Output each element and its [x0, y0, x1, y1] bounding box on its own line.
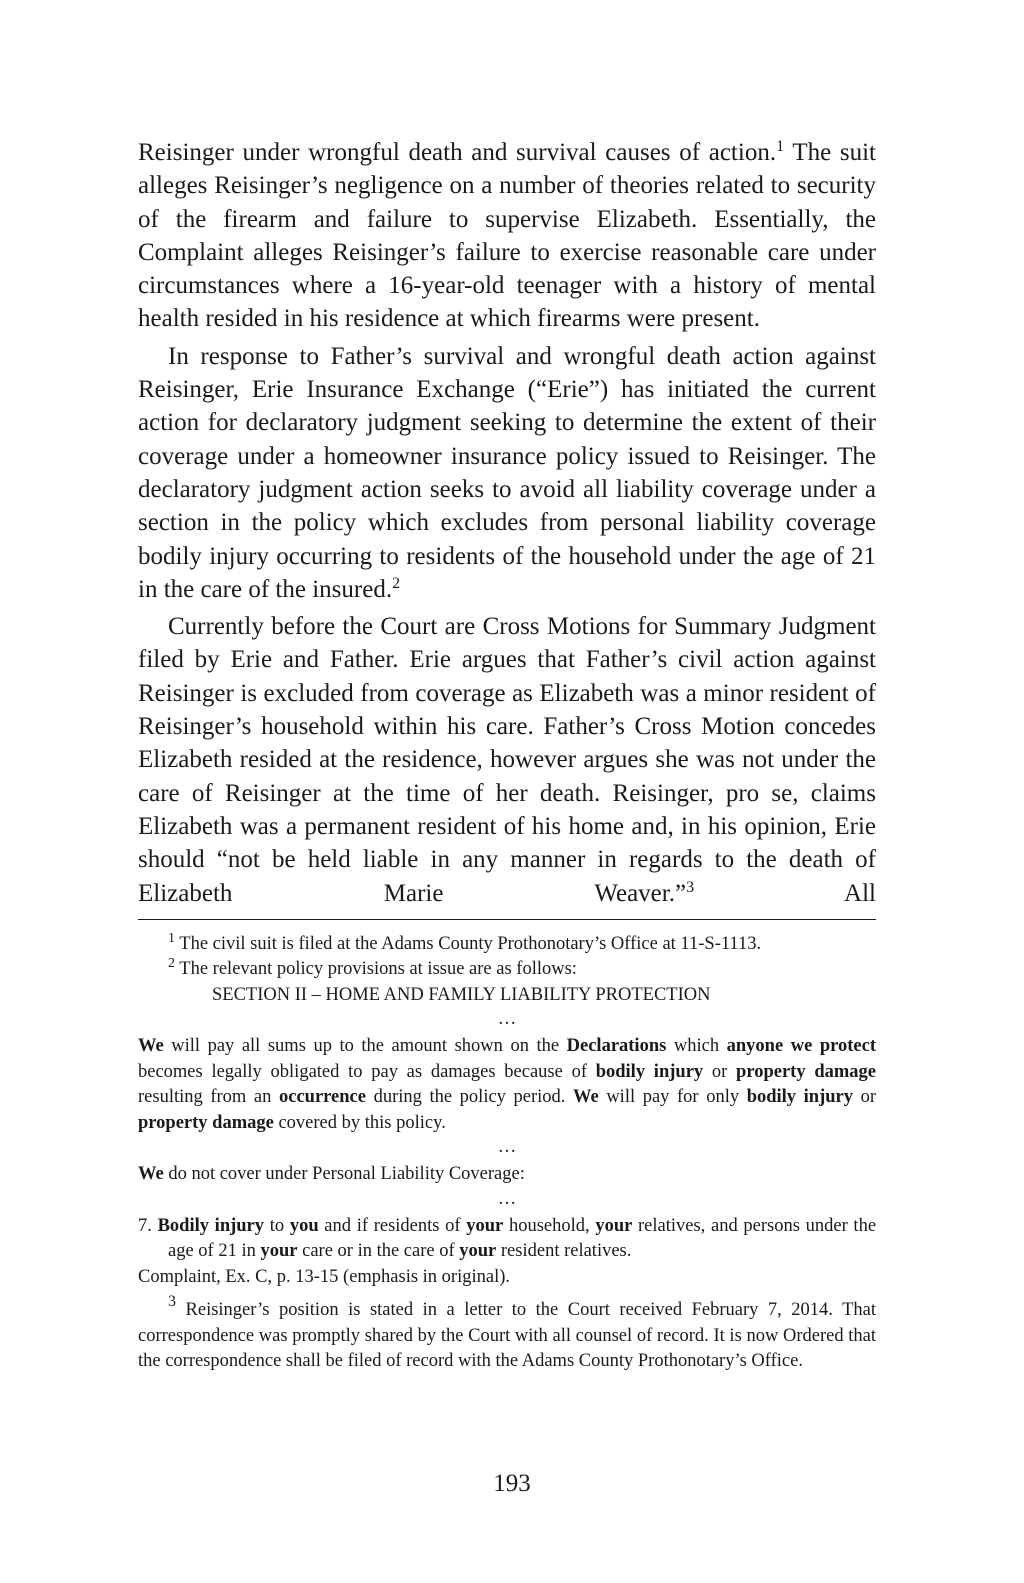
footnote-1-text: The civil suit is filed at the Adams County Prothonotary’s Office at 11-S-1113.	[175, 933, 762, 954]
footnote-3-text: Reisinger’s position is stated in a letter to the Court received February 7, 2014. That correspondence was promptly shared by the Court with all counsel of record. It is now Ordered that the correspondence shall be filed of record with the Adams County Prothonotary’s Office.	[138, 1300, 876, 1372]
ellipsis-3: …	[497, 1188, 517, 1209]
policy-text-7: will pay for only	[598, 1087, 747, 1108]
policy-text-1: will pay all sums up to the amount shown on the	[163, 1036, 567, 1057]
paragraph-3-text-a: Currently before the Court are Cross Motions for Summary Judgment filed by Erie and Father. Erie argues that Father’s civil action against Reisinger is excluded from coverage as Elizabeth was a minor resident of Reisinger’s household within his care. Father’s Cross Motion concedes Elizabeth resided at the residence, however argues she was not under the care of Reisinger at the time of her death. Reisinger, pro se, claims Elizabeth was a permanent resident of his home and, in his opinion, Erie should “not be held liable in any manner in regards to the death of Elizabeth Marie Weaver.”	[138, 613, 876, 907]
policy-coverage-paragraph	[138, 1034, 876, 1136]
ellipsis-2: …	[497, 1137, 517, 1158]
policy-exclusion-intro	[138, 1162, 876, 1188]
ellipsis-1: …	[497, 1009, 517, 1030]
item-7-number: 7.	[138, 1215, 158, 1236]
footnote-ref-1: 1	[776, 138, 785, 155]
page-number: 193	[493, 1470, 531, 1497]
footnote-1-marker: 1	[168, 930, 175, 946]
item-term-your-4: your	[459, 1241, 497, 1262]
policy-text-2: which	[666, 1036, 727, 1057]
item-term-bodily-injury: Bodily injury	[157, 1215, 265, 1236]
item-term-your-3: your	[260, 1241, 298, 1262]
policy-text-6: during the policy period.	[365, 1087, 574, 1108]
document-page	[138, 136, 876, 1375]
policy-term-occurrence: occurrence	[278, 1087, 366, 1108]
item-text-1: to	[264, 1215, 290, 1236]
policy-text-9: covered by this policy.	[273, 1112, 446, 1133]
footnote-ref-2: 2	[392, 574, 401, 592]
paragraph-2	[138, 340, 876, 606]
policy-term-property-damage-1: property damage	[736, 1061, 876, 1082]
footnote-divider	[138, 919, 876, 920]
paragraph-2-text: In response to Father’s survival and wrongful death action against Reisinger, Erie Insurance Exchange (“Erie”) has initiated the current action for declaratory judgment seeking to determine the extent of their coverage under a homeowner insurance policy issued to Reisinger. The declaratory judgment action seeks to avoid all liability coverage under a section in the policy which excludes from personal liability coverage bodily injury occurring to residents of the household under the age of 21 in the care of the insured.	[138, 342, 876, 603]
policy-text-8: or	[853, 1087, 877, 1108]
item-text-4: relatives, and persons under the age of 21 in	[168, 1215, 877, 1262]
policy-term-bodily-injury-2: bodily injury	[746, 1087, 853, 1108]
policy-term-we-1: We	[138, 1036, 164, 1057]
footnote-2-marker: 2	[168, 956, 175, 972]
item-text-3: household,	[503, 1215, 596, 1236]
policy-exclusion-intro-text: do not cover under Personal Liability Coverage:	[163, 1164, 525, 1185]
paragraph-3	[138, 610, 876, 910]
item-term-you: you	[289, 1215, 319, 1236]
paragraph-3-text-b: All	[694, 879, 876, 907]
item-text-5: care or in the care of	[297, 1241, 460, 1262]
footnote-3-marker: 3	[168, 1293, 176, 1311]
policy-term-we-2: We	[573, 1087, 599, 1108]
policy-text-4: or	[703, 1061, 737, 1082]
policy-term-property-damage-2: property damage	[138, 1112, 274, 1133]
policy-term-we-3: We	[138, 1164, 164, 1185]
item-text-2: and if residents of	[318, 1215, 467, 1236]
policy-section-heading: SECTION II – HOME AND FAMILY LIABILITY PROTECTION	[212, 984, 711, 1005]
paragraph-1-text-a: Reisinger under wrongful death and survival causes of action.	[138, 139, 777, 166]
policy-text-3: becomes legally obligated to pay as damages because of	[138, 1061, 596, 1082]
complaint-citation: Complaint, Ex. C, p. 13-15 (emphasis in original).	[138, 1266, 511, 1287]
item-text-6: resident relatives.	[496, 1241, 632, 1262]
footnotes	[138, 932, 876, 1375]
item-term-your-2: your	[595, 1215, 633, 1236]
footnote-ref-3: 3	[686, 878, 695, 896]
body-text	[138, 136, 876, 910]
policy-text-5: resulting from an	[138, 1087, 279, 1108]
policy-term-bodily-injury-1: bodily injury	[595, 1061, 704, 1082]
policy-exclusion-item-7	[138, 1214, 876, 1265]
item-term-your-1: your	[466, 1215, 504, 1236]
footnote-2-text: The relevant policy provisions at issue are as follows:	[175, 959, 577, 980]
footnote-1	[138, 932, 876, 958]
paragraph-1	[138, 136, 876, 336]
policy-term-anyone-we-protect: anyone we protect	[726, 1036, 876, 1057]
paragraph-1-text-b: The suit alleges Reisinger’s negligence on a number of theories related to security of the firearm and failure to supervise Elizabeth. Essentially, the Complaint alleges Reisinger’s failure to exercise reasonable care under circumstances where a 16-year-old teenager with a history of mental health resided in his residence at which firearms were present.	[138, 139, 876, 333]
footnote-2	[138, 957, 876, 983]
footnote-3	[138, 1293, 876, 1375]
policy-term-declarations: Declarations	[566, 1036, 667, 1057]
